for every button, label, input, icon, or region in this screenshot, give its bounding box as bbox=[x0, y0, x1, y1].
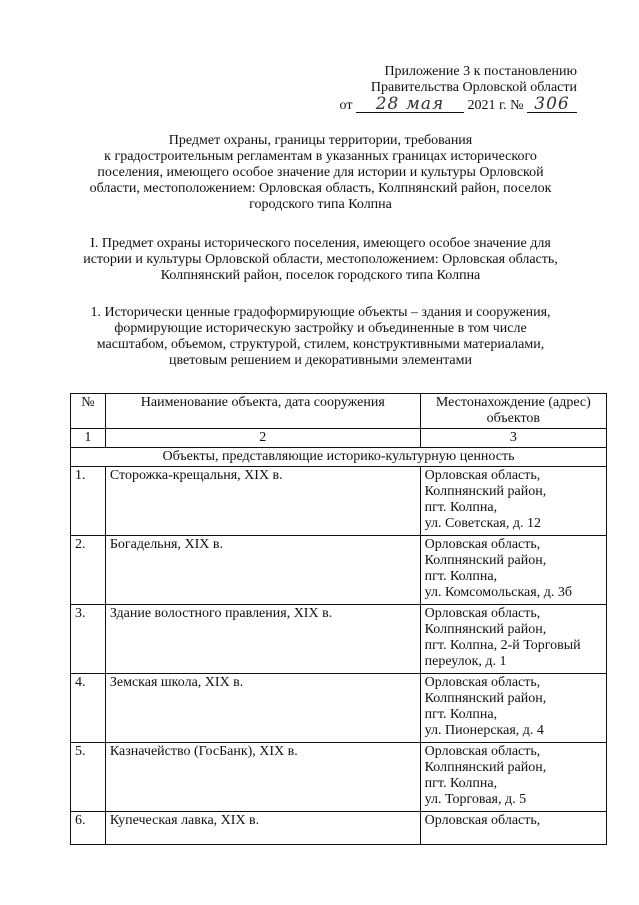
title-line-1: Предмет охраны, границы территории, требования bbox=[168, 133, 473, 148]
header-name: Наименование объекта, дата сооружения bbox=[105, 394, 420, 429]
object-name: Здание волостного правления, XIX в. bbox=[105, 605, 420, 674]
subsection-line-2: формирующие историческую застройку и объединенные в том числе bbox=[114, 321, 527, 336]
table-row bbox=[71, 605, 607, 674]
location-line: Орловская область, bbox=[424, 675, 541, 690]
location-line: переулок, д. 1 bbox=[424, 654, 507, 669]
table-row bbox=[71, 536, 607, 605]
subsection-line-3: масштабом, объемом, структурой, стилем, конструктивными материалами, bbox=[96, 337, 545, 352]
column-numbers-row bbox=[71, 429, 607, 448]
object-location bbox=[420, 467, 606, 536]
location-line: Орловская область, bbox=[424, 606, 541, 621]
annex-year-text: 2021 г. № bbox=[467, 98, 524, 113]
location-line: пгт. Колпна, bbox=[424, 569, 498, 584]
object-name: Земская школа, XIX в. bbox=[105, 674, 420, 743]
row-number: 1. bbox=[71, 467, 106, 536]
title-line-2: к градостроительным регламентам в указанных границах исторического bbox=[104, 149, 537, 164]
table-header-row bbox=[71, 394, 607, 429]
row-number: 2. bbox=[71, 536, 106, 605]
location-line: Колпнянский район, bbox=[424, 553, 547, 568]
header-location: Местонахождение (адрес) объектов bbox=[420, 394, 606, 429]
title-line-4: области, местоположением: Орловская область, Колпнянский район, поселок bbox=[89, 181, 552, 196]
location-line: Орловская область, bbox=[424, 537, 541, 552]
object-name: Купеческая лавка, XIX в. bbox=[105, 812, 420, 845]
col-number-2: 2 bbox=[105, 429, 420, 448]
object-name: Богадельня, XIX в. bbox=[105, 536, 420, 605]
object-location bbox=[420, 536, 606, 605]
location-line: Колпнянский район, bbox=[424, 691, 547, 706]
section-line-3: Колпнянский район, поселок городского типа Колпна bbox=[160, 268, 481, 283]
location-line: ул. Торговая, д. 5 bbox=[424, 792, 527, 807]
col-number-3: 3 bbox=[420, 429, 606, 448]
group-title-row bbox=[71, 448, 607, 467]
object-name: Казначейство (ГосБанк), XIX в. bbox=[105, 743, 420, 812]
title-line-3: поселения, имеющего особое значение для истории и культуры Орловской bbox=[97, 165, 544, 180]
location-line: пгт. Колпна, bbox=[424, 500, 498, 515]
section-line-2: истории и культуры Орловской области, местоположением: Орловская область, bbox=[83, 252, 558, 267]
location-line: Орловская область, bbox=[424, 813, 541, 828]
object-location bbox=[420, 674, 606, 743]
annex-line-3 bbox=[327, 96, 577, 114]
section-heading bbox=[60, 236, 581, 284]
row-number: 6. bbox=[71, 812, 106, 845]
header-num: № bbox=[71, 394, 106, 429]
location-line: ул. Комсомольская, д. 3б bbox=[424, 585, 572, 600]
title-line-5: городского типа Колпна bbox=[249, 197, 392, 212]
location-line: Колпнянский район, bbox=[424, 484, 547, 499]
objects-table bbox=[70, 393, 607, 845]
location-line: пгт. Колпна, bbox=[424, 707, 498, 722]
location-line: Орловская область, bbox=[424, 468, 541, 483]
row-number: 5. bbox=[71, 743, 106, 812]
subsection-line-1: 1. Исторически ценные градоформирующие объекты – здания и сооружения, bbox=[90, 305, 551, 320]
subsection-heading bbox=[60, 305, 581, 369]
annex-line-2: Правительства Орловской области bbox=[370, 80, 577, 95]
table-row bbox=[71, 743, 607, 812]
row-number: 3. bbox=[71, 605, 106, 674]
location-line: ул. Пионерская, д. 4 bbox=[424, 723, 544, 738]
table-row bbox=[71, 467, 607, 536]
object-location bbox=[420, 743, 606, 812]
object-location bbox=[420, 812, 606, 845]
subsection-line-4: цветовым решением и декоративными элементами bbox=[169, 353, 472, 368]
handwritten-date: 28 мая bbox=[356, 96, 464, 113]
location-line: пгт. Колпна, 2-й Торговый bbox=[424, 638, 581, 653]
handwritten-number: 306 bbox=[527, 96, 577, 113]
annex-from-label: от bbox=[339, 98, 353, 113]
group-title: Объекты, представляющие историко-культурную ценность bbox=[71, 448, 607, 467]
location-line: Колпнянский район, bbox=[424, 760, 547, 775]
document-title bbox=[60, 133, 581, 213]
location-line: Орловская область, bbox=[424, 744, 541, 759]
section-line-1: I. Предмет охраны исторического поселения, имеющего особое значение для bbox=[90, 236, 551, 251]
table-row bbox=[71, 812, 607, 845]
object-location bbox=[420, 605, 606, 674]
location-line: ул. Советская, д. 12 bbox=[424, 516, 541, 531]
annex-header bbox=[327, 64, 577, 114]
table-row bbox=[71, 674, 607, 743]
annex-line-1: Приложение 3 к постановлению bbox=[384, 64, 577, 79]
location-line: пгт. Колпна, bbox=[424, 776, 498, 791]
col-number-1: 1 bbox=[71, 429, 106, 448]
object-name: Сторожка-крещальня, XIX в. bbox=[105, 467, 420, 536]
location-line: Колпнянский район, bbox=[424, 622, 547, 637]
row-number: 4. bbox=[71, 674, 106, 743]
